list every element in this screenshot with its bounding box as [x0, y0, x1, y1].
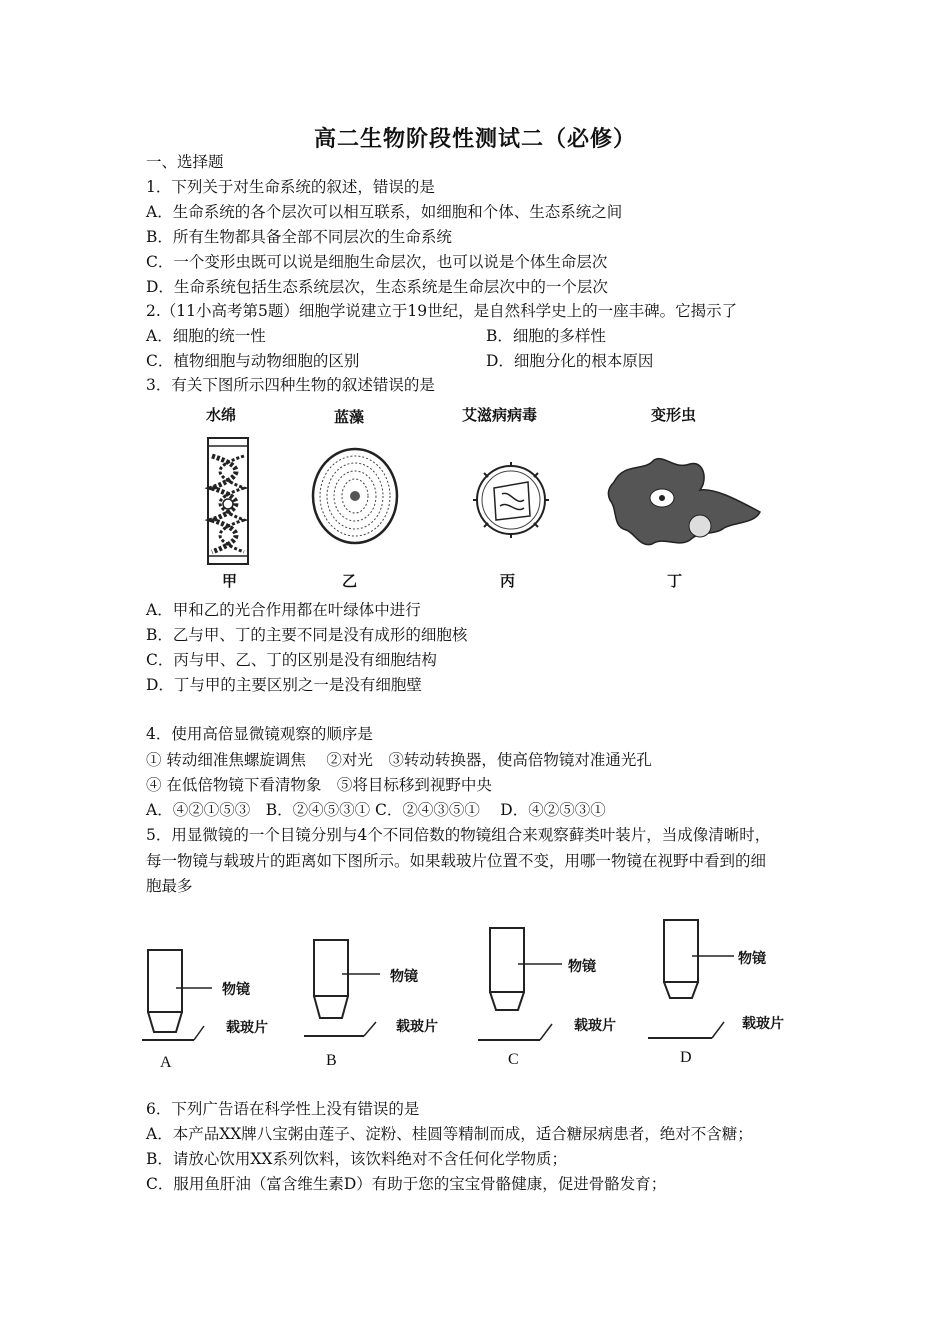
slide-b-label: 载玻片: [396, 1019, 438, 1035]
cyanobacteria-drawing: [310, 446, 400, 546]
q6-option-c: C．服用鱼肝油（富含维生素D）有助于您的宝宝骨骼健康，促进骨骼发育；: [146, 1175, 667, 1193]
q2-stem: 2.（11小高考第5题）细胞学说建立于19世纪，是自然科学史上的一座丰碑。它揭示了: [146, 302, 738, 320]
organism-tag-2: 乙: [342, 572, 358, 590]
objective-a-label: 物镜: [222, 982, 250, 998]
objective-b-label: 物镜: [390, 969, 418, 985]
q5-line-3: 胞最多: [146, 877, 193, 895]
q6-stem: 6．下列广告语在科学性上没有错误的是: [146, 1100, 420, 1118]
objective-letter-b: B: [326, 1052, 337, 1069]
slide-c-label: 载玻片: [574, 1018, 616, 1034]
organism-name-4: 变形虫: [651, 406, 697, 424]
organism-name-3: 艾滋病病毒: [462, 406, 538, 424]
q5-line-2: 每一物镜与载玻片的距离如下图所示。如果载玻片位置不变，用哪一物镜在视野中看到的细: [146, 852, 767, 870]
q3-option-a: A．甲和乙的光合作用都在叶绿体中进行: [146, 601, 421, 619]
q6-option-b: B．请放心饮用XX系列饮料，该饮料绝对不含任何化学物质；: [146, 1150, 567, 1168]
q1-option-a: A．生命系统的各个层次可以相互联系，如细胞和个体、生态系统之间: [146, 203, 623, 221]
organism-tag-3: 丙: [500, 572, 516, 590]
q3-option-b: B．乙与甲、丁的主要不同是没有成形的细胞核: [146, 626, 468, 644]
slide-d-label: 载玻片: [742, 1016, 784, 1032]
q4-line-1: ① 转动细准焦螺旋调焦 ②对光 ③转动转换器，使高倍物镜对准通光孔: [146, 751, 652, 769]
objective-letter-c: C: [508, 1051, 519, 1068]
q5-line-1: 5．用显微镜的一个目镜分别与4个不同倍数的物镜组合来观察藓类叶装片，当成像清晰时，: [146, 826, 771, 844]
q2-option-c: C．植物细胞与动物细胞的区别: [146, 352, 360, 370]
slide-a-label: 载玻片: [226, 1020, 268, 1036]
q1-stem: 1．下列关于对生命系统的叙述，错误的是: [146, 178, 435, 196]
organism-tag-4: 丁: [667, 572, 683, 590]
organism-name-1: 水绵: [206, 406, 237, 424]
q2-option-a: A．细胞的统一性: [146, 327, 266, 345]
spirogyra-drawing: [200, 436, 260, 566]
q4-line-2: ④ 在低倍物镜下看清物象 ⑤将目标移到视野中央: [146, 776, 492, 794]
q4-stem: 4．使用高倍显微镜观察的顺序是: [146, 725, 373, 743]
objective-letter-a: A: [160, 1054, 172, 1071]
q1-option-c: C．一个变形虫既可以说是细胞生命层次，也可以说是个体生命层次: [146, 253, 608, 271]
q3-stem: 3．有关下图所示四种生物的叙述错误的是: [146, 376, 435, 394]
q1-option-d: D．生命系统包括生态系统层次，生态系统是生命层次中的一个层次: [146, 278, 608, 296]
organism-tag-1: 甲: [222, 572, 238, 590]
objective-d-label: 物镜: [738, 951, 766, 967]
q1-option-b: B．所有生物都具备全部不同层次的生命系统: [146, 228, 452, 246]
hiv-virus-drawing: [466, 460, 556, 540]
objective-letter-d: D: [680, 1049, 692, 1066]
objective-c-label: 物镜: [568, 959, 596, 975]
q2-option-d: D．细胞分化的根本原因: [486, 352, 654, 370]
page-title: 高二生物阶段性测试二（必修）: [313, 126, 636, 152]
amoeba-drawing: [604, 452, 764, 552]
organism-name-2: 蓝藻: [334, 408, 365, 426]
q6-option-a: A．本产品XX牌八宝粥由莲子、淀粉、桂圆等精制而成，适合糖尿病患者，绝对不含糖；: [146, 1125, 753, 1143]
q4-options: A．④②①⑤③ B．②④⑤③① C．②④③⑤① D．④②⑤③①: [146, 801, 606, 819]
q3-option-c: C．丙与甲、乙、丁的区别是没有细胞结构: [146, 651, 437, 669]
section-heading: 一、选择题: [146, 153, 224, 171]
q3-option-d: D．丁与甲的主要区别之一是没有细胞壁: [146, 676, 422, 694]
q2-option-b: B．细胞的多样性: [486, 327, 606, 345]
